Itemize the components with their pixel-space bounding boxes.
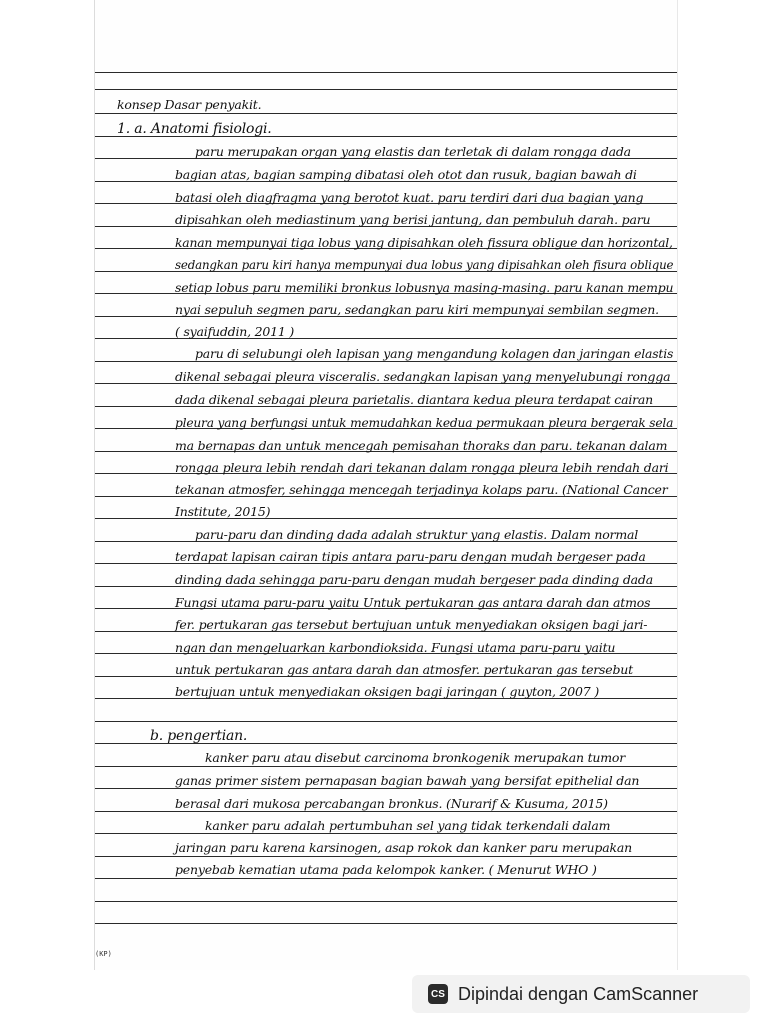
rule-line <box>95 901 677 902</box>
rule-line <box>95 923 677 924</box>
text-line: Fungsi utama paru-paru yaitu Untuk pertukaran gas antara darah dan atmos <box>175 595 651 610</box>
text-line: ma bernapas dan untuk mencegah pemisahan thoraks dan paru. tekanan dalam <box>175 438 668 453</box>
text-line: jaringan paru karena karsinogen, asap rokok dan kanker paru merupakan <box>175 840 632 855</box>
rule-line <box>95 811 677 812</box>
citation: berasal dari mukosa percabangan bronkus. (Nurarif & Kusuma, 2015) <box>175 796 608 811</box>
citation: penyebab kematian utama pada kelompok kanker. ( Menurut WHO ) <box>175 862 597 877</box>
text-line: ngan dan mengeluarkan karbondioksida. Fungsi utama paru-paru yaitu <box>175 640 616 655</box>
text-line: fer. pertukaran gas tersebut bertujuan untuk menyediakan oksigen bagi jari- <box>175 617 648 632</box>
text-line: bagian atas, bagian samping dibatasi oleh otot dan rusuk, bagian bawah di <box>175 167 637 182</box>
heading-pengertian: b. pengertian. <box>150 728 248 744</box>
heading-anatomi: 1. a. Anatomi fisiologi. <box>117 121 272 137</box>
camscanner-label: Dipindai dengan CamScanner <box>458 983 699 1004</box>
rule-line <box>95 89 677 90</box>
notebook-page <box>95 0 677 970</box>
text-line: ganas primer sistem pernapasan bagian bawah yang bersifat epithelial dan <box>175 773 640 788</box>
heading-konsep: konsep Dasar penyakit. <box>117 97 262 112</box>
camscanner-logo-icon: CS <box>428 984 448 1004</box>
margin-note: (KP) <box>95 950 112 958</box>
rule-line <box>95 113 677 114</box>
text-line: paru di selubungi oleh lapisan yang mengandung kolagen dan jaringan elastis <box>195 346 674 361</box>
citation: Institute, 2015) <box>175 504 271 519</box>
text-line: kanker paru atau disebut carcinoma bronkogenik merupakan tumor <box>205 750 626 765</box>
rule-line <box>95 766 677 767</box>
rule-line <box>95 878 677 879</box>
text-line: batasi oleh diagfragma yang berotot kuat. paru terdiri dari dua bagian yang <box>175 190 644 205</box>
citation: ( syaifuddin, 2011 ) <box>175 324 295 339</box>
rule-line <box>95 721 677 722</box>
text-line: tekanan atmosfer, sehingga mencegah terjadinya kolaps paru. (National Cancer <box>175 482 668 497</box>
text-line: dipisahkan oleh mediastinum yang berisi jantung, dan pembuluh darah. paru <box>175 212 651 227</box>
rule-line <box>95 833 677 834</box>
rule-line <box>95 788 677 789</box>
text-line: untuk pertukaran gas antara darah dan atmosfer. pertukaran gas tersebut <box>175 662 633 677</box>
text-line: paru-paru dan dinding dada adalah struktur yang elastis. Dalam normal <box>195 527 639 542</box>
text-line: terdapat lapisan cairan tipis antara paru-paru dengan mudah bergeser pada <box>175 549 646 564</box>
rule-line <box>95 361 677 362</box>
text-line: rongga pleura lebih rendah dari tekanan dalam rongga pleura lebih rendah dari <box>175 460 669 475</box>
text-line: dada dikenal sebagai pleura parietalis. diantara kedua pleura terdapat cairan <box>175 392 654 407</box>
text-line: dikenal sebagai pleura visceralis. sedangkan lapisan yang menyelubungi rongga <box>175 369 671 384</box>
text-line: nyai sepuluh segmen paru, sedangkan paru kiri mempunyai sembilan segmen. <box>175 302 659 317</box>
text-line: paru merupakan organ yang elastis dan terletak di dalam rongga dada <box>195 144 631 159</box>
camscanner-watermark <box>412 975 750 1013</box>
rule-line <box>95 856 677 857</box>
rule-line <box>95 72 677 73</box>
text-line: setiap lobus paru memiliki bronkus lobusnya masing-masing. paru kanan mempu <box>175 280 674 295</box>
citation: bertujuan untuk menyediakan oksigen bagi jaringan ( guyton, 2007 ) <box>175 684 600 699</box>
text-line: kanker paru adalah pertumbuhan sel yang tidak terkendali dalam <box>205 818 611 833</box>
text-line: sedangkan paru kiri hanya mempunyai dua lobus yang dipisahkan oleh fisura oblique <box>175 257 674 272</box>
text-line: kanan mempunyai tiga lobus yang dipisahkan oleh fissura obligue dan horizontal, <box>175 235 673 250</box>
text-line: pleura yang berfungsi untuk memudahkan kedua permukaan pleura bergerak sela <box>175 415 674 430</box>
text-line: dinding dada sehingga paru-paru dengan mudah bergeser pada dinding dada <box>175 572 653 587</box>
